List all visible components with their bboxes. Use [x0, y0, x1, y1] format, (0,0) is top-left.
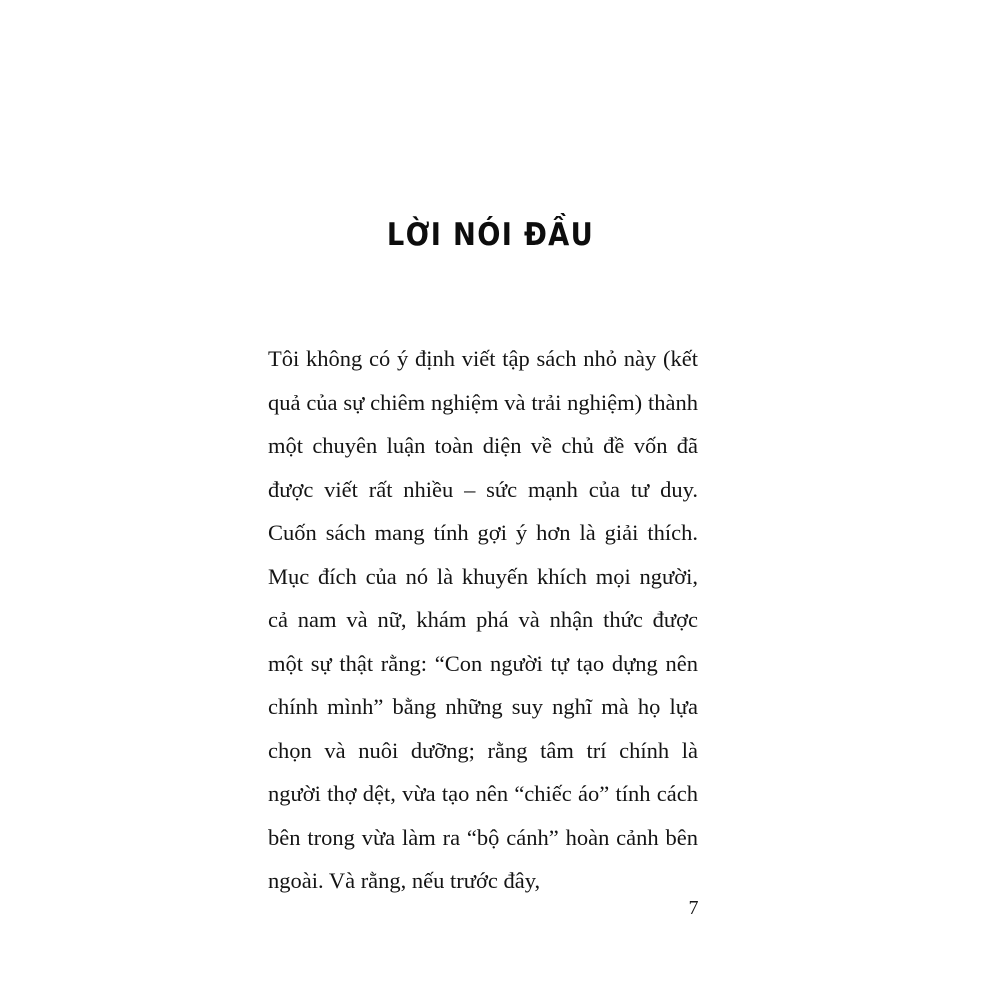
page-title: LỜI NÓI ĐẦU: [386, 216, 595, 253]
paragraph: Tôi không có ý định viết tập sách nhỏ này (kết quả của sự chiêm nghiệm và trải nghiệm) thành một chuyên luận toàn diện về chủ đề vốn đã được viết rất nhiều – sức mạnh của tư duy. Cuốn sách mang tính gợi ý hơn là giải thích. Mục đích của nó là khuyến khích mọi người, cả nam và nữ, khám phá và nhận thức được một sự thật rằng: “Con người tự tạo dựng nên chính mình” bằng những suy nghĩ mà họ lựa chọn và nuôi dưỡng; rằng tâm trí chính là người thợ dệt, vừa tạo nên “chiếc áo” tính cách bên trong vừa làm ra “bộ cánh” hoàn cảnh bên ngoài. Và rằng, nếu trước đây,: [268, 346, 698, 893]
body-text-block: [268, 337, 698, 903]
page-number-value: 7: [688, 897, 699, 919]
page-number: [0, 897, 981, 920]
